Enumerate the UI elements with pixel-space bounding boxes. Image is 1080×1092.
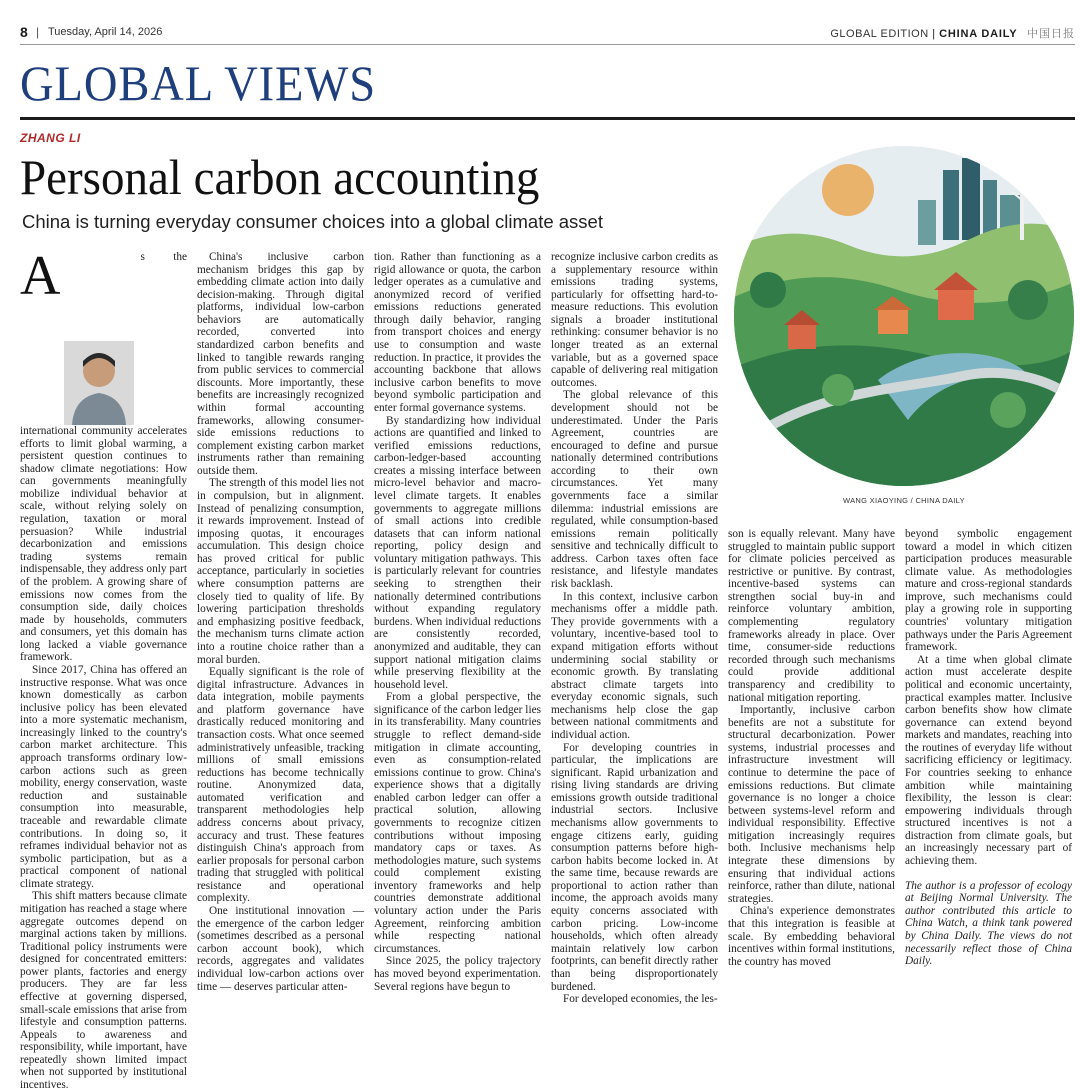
masthead — [20, 24, 1075, 44]
page-number: 8 — [20, 24, 28, 40]
column-1 — [20, 245, 187, 1092]
paragraph: This shift matters because climate mitigation has reached a stage where aggregate outcomes depend on marginal actions taken by millions. Traditional policy instruments were designed for concentrated emitters: power plants, factories and energy producers. They are far less effective at governing dispersed, small-scale emissions that arise from lifestyle and consumption patterns. Appeals to awareness and responsibility, while important, have repeatedly shown limited impact when not supported by institutional incentives. — [20, 890, 187, 1092]
paragraph-text: s the international community accelerates efforts to limit global warming, a persistent question continues to shadow climate negotiations: How can governments meaningfully mobilize individual behavior at scale, without relying solely on regulation, taxation or moral persuasion? While industrial decarbonization and emissions trading systems remain indispensable, they address only part of the problem. A growing share of emissions now comes from the consumption side, daily choices made by households, commuters and consumers, yet this domain has long lacked a viable governance framework. — [20, 251, 187, 664]
edition-label: GLOBAL EDITION — [830, 28, 929, 40]
paragraph: Equally significant is the role of digital infrastructure. Advances in data integration, mobile payments and platform governance have drastically reduced monitoring and transaction costs. What once seemed administratively unfeasible, tracking millions of small emissions reductions has become technically routine. Anonymized data, automated verification and transparent methodologies help address concerns about privacy, accuracy and trust. These features distinguish China's approach from earlier proposals for personal carbon trading that struggled with political resistance and operational complexity. — [197, 666, 364, 905]
paragraph: The strength of this model lies not in compulsion, but in alignment. Instead of penalizing consumption, it rewards improvement. Instead of imposing quotas, it encourages accumulation. This design choice has proved critical for public acceptance, particularly in societies where consumption patterns are closely tied to quality of life. By lowering participation thresholds and emphasizing positive feedback, the mechanism turns climate action into a routine choice rather than a moral burden. — [197, 477, 364, 666]
paragraph: The global relevance of this development should not be underestimated. Under the Paris Agreement, countries are encouraged to define and pursue nationally determined contributions according to their own circumstances. Yet many governments face a similar dilemma: industrial emissions are regulated, while consumption-based emissions remain politically sensitive and technically difficult to address. Carbon taxes often face resistance, and lifestyle mandates risk backlash. — [551, 389, 718, 591]
masthead-separator: | — [932, 28, 940, 40]
paragraph: son is equally relevant. Many have struggled to maintain public support for climate policies perceived as restrictive or punitive. By contrast, incentive-based systems can strengthen social buy-in and reinforce voluntary ambition, complementing regulatory frameworks already in place. Over time, consumer-side reductions recorded through such mechanisms could provide additional transparency and credibility to national mitigation reporting. — [728, 528, 895, 704]
subheadline: China is turning everyday consumer choices into a global climate asset — [22, 211, 603, 232]
paragraph: At a time when global climate action must accelerate despite political and economic uncertainty, practical examples matter. Inclusive carbon benefits show how climate governance can extend beyond markets and mandates, reaching into the routines of everyday life without sacrificing efficiency or legitimacy. For countries seeking to enhance ambition while maintaining flexibility, the lesson is clear: empowering individuals through structured incentives is not a distraction from climate goals, but an increasingly necessary part of achieving them. — [905, 653, 1072, 868]
masthead-right — [830, 25, 1075, 41]
paragraph: recognize inclusive carbon credits as a supplementary resource within emissions trading systems, particularly for offsetting hard-to-measure reductions. This evolution signals a broader institutional rethinking: consumer behavior is no longer treated as an external variable, but as a governed space capable of delivering real mitigation outcomes. — [551, 251, 718, 389]
author-byline: ZHANG LI — [20, 131, 81, 145]
headline: Personal carbon accounting — [20, 149, 540, 205]
author-photo — [64, 341, 134, 425]
masthead-rule — [20, 44, 1075, 45]
paragraph: One institutional innovation — the emergence of the carbon ledger (sometimes described as a personal carbon account book), which records, aggregates and validates individual low-carbon actions over time — deserves particular atten- — [197, 905, 364, 993]
author-bio-text: The author is a professor of ecology at Beijing Normal University. The author contributed this article to China Watch, a think tank powered by China Daily. The views do not necessarily reflect those of China Daily. — [905, 879, 1072, 968]
sun-icon — [822, 164, 874, 216]
paragraph: For developed economies, the les- — [563, 993, 718, 1006]
paragraph: Importantly, inclusive carbon benefits are not a substitute for structural decarbonization. Power systems, industrial processes and infrastructure investment will continue to determine the pace of emissions reductions. But climate governance is no longer a choice between systems-level reform and individual responsibility. Effective mitigation increasingly requires both. Inclusive mechanisms help integrate these dimensions by ensuring that individual actions reinforce, rather than dilute, national strategies. — [728, 704, 895, 905]
paragraph: beyond symbolic engagement toward a model in which citizen participation produces measurable climate value. As methodologies mature and cross-regional standards improve, such mechanisms could play a growing role in supporting countries' voluntary mitigation pathways under the Paris Agreement framework. — [905, 528, 1072, 654]
issue-date: Tuesday, April 14, 2026 — [48, 26, 163, 38]
paragraph — [20, 245, 187, 664]
column-2 — [197, 251, 364, 993]
brand-name: CHINA DAILY — [939, 28, 1018, 40]
column-5 — [728, 528, 895, 967]
column-3 — [374, 251, 541, 993]
author-bio — [905, 880, 1072, 968]
image-credit: WANG XIAOYING / CHINA DAILY — [843, 496, 965, 505]
masthead-separator: | — [36, 25, 40, 39]
drop-cap: A — [20, 245, 61, 307]
paragraph: Since 2025, the policy trajectory has moved beyond experimentation. Several regions have begun to — [374, 955, 541, 993]
paragraph: In this context, inclusive carbon mechanisms offer a middle path. They provide governments with a voluntary, incentive-based tool to expand mitigation efforts without undermining social stability or economic growth. By translating abstract climate targets into everyday economic signals, such mechanisms help close the gap between national commitments and individual action. — [551, 590, 718, 741]
section-title: GLOBAL VIEWS — [20, 55, 377, 111]
column-6 — [905, 528, 1072, 967]
paragraph: Since 2017, China has offered an instructive response. What was once known domestically as carbon inclusive policy has been elevated into a more systematic mechanism, increasingly linked to the country's carbon market architecture. This approach transforms ordinary low-carbon actions such as green mobility, energy conservation, waste reduction and sustainable consumption into measurable, traceable and rewardable climate contributions. In doing so, it reframes individual behavior not as symbolic participation, but as a practical component of national climate strategy. — [20, 663, 187, 890]
paragraph: By standardizing how individual actions are quantified and linked to verified emissions reductions, carbon-ledger-based accounting creates a missing interface between micro-level behavior and macro-level climate targets. It enables governments to aggregate millions of small actions into credible datasets that can inform national reporting, policy design and voluntary mitigation pathways. This is particularly relevant for countries seeking to strengthen their nationally determined contributions without expanding regulatory burdens. When individual reductions are consistently recorded, anonymized and auditable, they can support national mitigation claims while preserving flexibility at the household level. — [374, 414, 541, 691]
column-4 — [551, 251, 718, 1006]
illustration — [728, 140, 1080, 492]
paragraph: China's experience demonstrates that this integration is feasible at scale. By embedding behavioral incentives within formal institutions, the country has moved — [728, 905, 895, 968]
paragraph: China's inclusive carbon mechanism bridges this gap by embedding climate action into daily decision-making. Through digital platforms, individual low-carbon behaviors are automatically recorded, converted into standardized carbon benefits and linked to tangible rewards ranging from public services to commercial discounts. More importantly, these benefits are increasingly recognized within formal accounting frameworks, allowing consumer-side emissions reductions to complement existing carbon market instruments rather than remaining outside them. — [197, 251, 364, 477]
paragraph: tion. Rather than functioning as a rigid allowance or quota, the carbon ledger operates as a cumulative and anonymized record of verified emissions reductions generated through daily behavior, ranging from transport choices and energy use to consumption and waste reduction. In practice, it provides the accounting backbone that allows inclusive carbon benefits to move beyond symbolic participation and enter formal governance systems. — [374, 251, 541, 414]
paragraph: For developing countries in particular, the implications are significant. Rapid urbanization and rising living standards are driving emissions growth outside traditional industrial sectors. Inclusive mechanisms allow governments to engage citizens early, guiding consumption patterns before high-carbon habits become locked in. At the same time, because rewards are proportional to action rather than income, the approach avoids many equity concerns associated with carbon pricing. Low-income households, which often already maintain relatively low carbon footprints, can benefit directly rather than being disproportionately burdened. — [551, 741, 718, 993]
brand-name-cn: 中国日报 — [1027, 28, 1075, 40]
paragraph: From a global perspective, the significance of the carbon ledger lies in its transferability. Many countries struggle to reflect demand-side mitigation in climate accounting, even as consumption-related emissions continue to grow. China's experience shows that a digitally enabled carbon ledger can offer a practical solution, allowing governments to recognize citizen contributions without imposing mandatory caps or taxes. As methodologies mature, such systems could complement existing inventory frameworks and help countries demonstrate additional voluntary action under the Paris Agreement, reinforcing ambition while respecting national circumstances. — [374, 691, 541, 955]
section-rule — [20, 117, 1075, 120]
